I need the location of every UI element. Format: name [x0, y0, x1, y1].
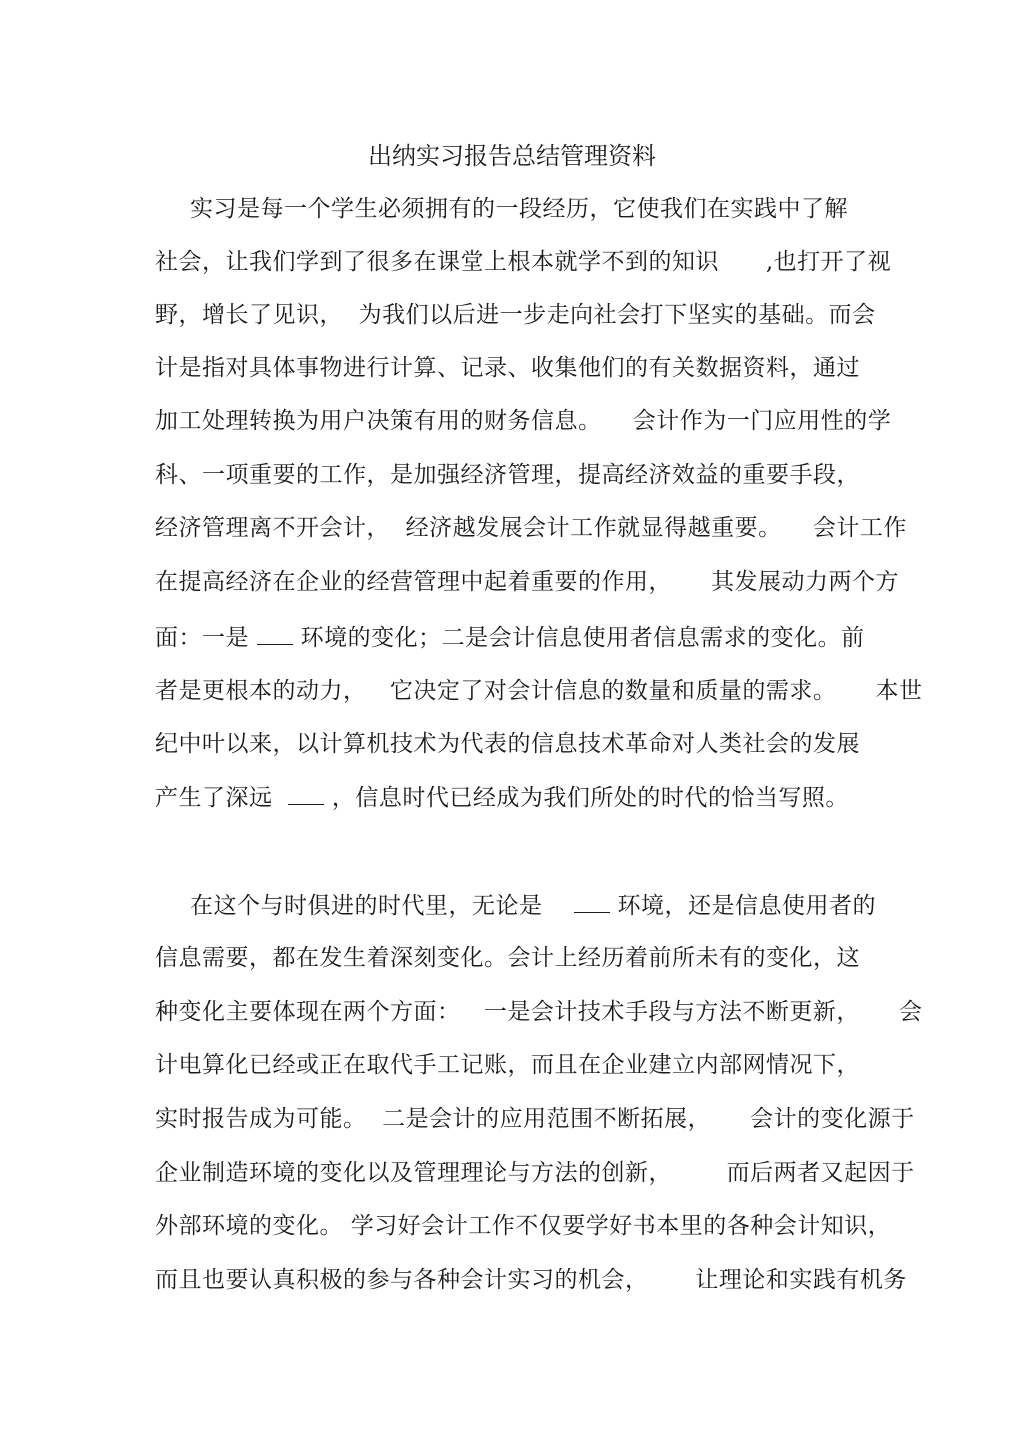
p1-line-9-start: 面：一是	[155, 625, 257, 651]
p1-line-2: 社会，让我们学到了很多在课堂上根本就学不到的知识 ,也打开了视	[155, 249, 892, 275]
document-title: 出纳实习报告总结管理资料	[368, 142, 656, 170]
p2-line-8: 而且也要认真积极的参与各种会计实习的机会， 让理论和实践有机务	[155, 1267, 907, 1293]
p1-line-1: 实习是每一个学生必须拥有的一段经历，它使我们在实践中了解	[190, 196, 848, 222]
p2-line-5: 实时报告成为可能。 二是会计的应用范围不断拓展， 会计的变化源于	[155, 1106, 915, 1132]
p1-line-8: 在提高经济在企业的经营管理中起着重要的作用， 其发展动力两个方	[155, 569, 900, 595]
p1-line-5: 加工处理转换为用户决策有用的财务信息。 会计作为一门应用性的学	[155, 408, 892, 434]
p2-line-3: 种变化主要体现在两个方面： 一是会计技术手段与方法不断更新， 会	[155, 999, 923, 1025]
p1-line-9	[155, 622, 865, 653]
p1-line-12-end: ，信息时代已经成为我们所处的时代的恰当写照。	[324, 785, 849, 811]
p1-line-6: 科、一项重要的工作，是加强经济管理，提高经济效益的重要手段，	[155, 462, 860, 488]
p1-line-9-end: 环境的变化；二是会计信息使用者信息需求的变化。前	[292, 625, 865, 651]
p2-line-7: 外部环境的变化。 学习好会计工作不仅要学好书本里的各种会计知识，	[155, 1213, 892, 1239]
p1-line-12-start: 产生了深远	[155, 785, 289, 811]
fill-in-blank	[288, 782, 324, 805]
p2-line-6: 企业制造环境的变化以及管理理论与方法的创新， 而后两者又起因于	[155, 1160, 915, 1186]
p2-line-2: 信息需要，都在发生着深刻变化。会计上经历着前所未有的变化，这	[155, 945, 860, 971]
fill-in-blank	[257, 622, 293, 645]
p1-line-7: 经济管理离不开会计， 经济越发展会计工作就显得越重要。 会计工作	[155, 515, 907, 541]
p2-line-1-start: 在这个与时俱进的时代里，无论是	[190, 893, 574, 919]
p2-line-1-end: 环境，还是信息使用者的	[609, 893, 877, 919]
p1-line-3: 野，增长了见识， 为我们以后进一步走向社会打下坚实的基础。而会	[155, 302, 876, 328]
p1-line-11: 纪中叶以来，以计算机技术为代表的信息技术革命对人类社会的发展	[155, 731, 860, 757]
p1-line-4: 计是指对具体事物进行计算、记录、收集他们的有关数据资料，通过	[155, 355, 860, 381]
fill-in-blank	[574, 890, 610, 913]
p1-line-10: 者是更根本的动力， 它决定了对会计信息的数量和质量的需求。 本世	[155, 678, 923, 704]
p2-line-4: 计电算化已经或正在取代手工记账，而且在企业建立内部网情况下，	[155, 1052, 860, 1078]
p2-line-1	[190, 890, 876, 921]
p1-line-12	[155, 782, 849, 813]
